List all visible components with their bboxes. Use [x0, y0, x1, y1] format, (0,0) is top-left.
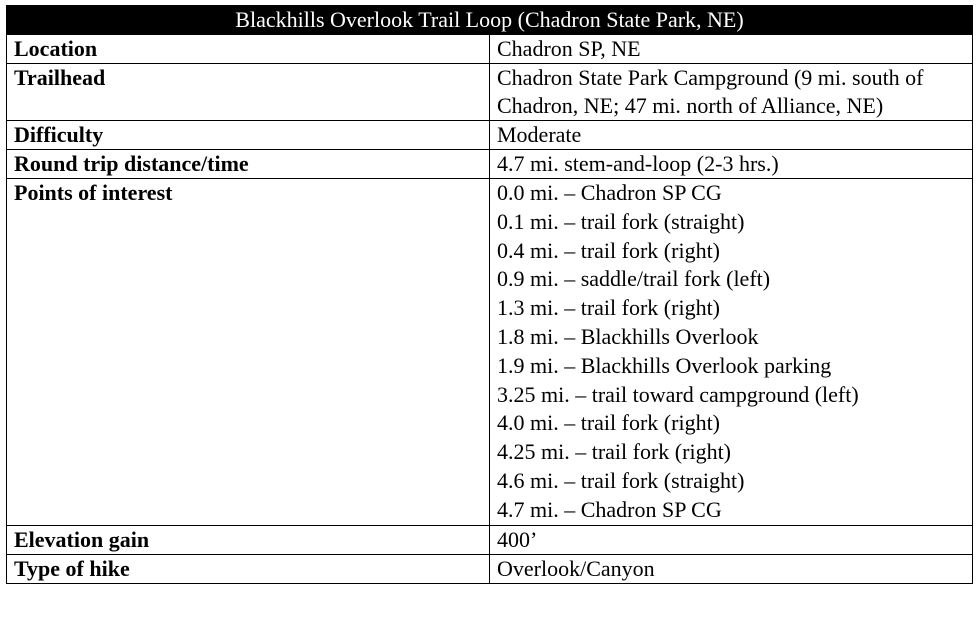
- location-value: Chadron SP, NE: [490, 35, 973, 64]
- list-item: 3.25 mi. – trail toward campground (left): [497, 381, 859, 407]
- table-row-type: [7, 554, 973, 583]
- trail-info-table: [6, 5, 973, 584]
- difficulty-label: Difficulty: [7, 121, 490, 150]
- table-title: Blackhills Overlook Trail Loop (Chadron State Park, NE): [7, 6, 973, 35]
- table-title-row: [7, 6, 973, 35]
- difficulty-value: Moderate: [490, 121, 973, 150]
- type-label: Type of hike: [7, 554, 490, 583]
- list-item: 0.4 mi. – trail fork (right): [497, 237, 721, 263]
- list-item: 4.7 mi. – Chadron SP CG: [497, 496, 722, 522]
- trailhead-label: Trailhead: [7, 64, 490, 121]
- distance-value: 4.7 mi. stem-and-loop (2-3 hrs.): [490, 150, 973, 179]
- table-row-elevation: [7, 525, 973, 554]
- list-item: 0.1 mi. – trail fork (straight): [497, 208, 745, 234]
- table-row-points: [7, 179, 973, 526]
- list-item: 4.6 mi. – trail fork (straight): [497, 467, 745, 493]
- table-row-distance: [7, 150, 973, 179]
- points-list: [490, 179, 973, 526]
- table-row-trailhead: [7, 64, 973, 121]
- list-item: 1.3 mi. – trail fork (right): [497, 295, 721, 321]
- list-item: 4.25 mi. – trail fork (right): [497, 439, 732, 465]
- list-item: 1.8 mi. – Blackhills Overlook: [497, 323, 759, 349]
- distance-label: Round trip distance/time: [7, 150, 490, 179]
- list-item: 1.9 mi. – Blackhills Overlook parking: [497, 352, 832, 378]
- elevation-label: Elevation gain: [7, 525, 490, 554]
- trailhead-value: Chadron State Park Campground (9 mi. south of Chadron, NE; 47 mi. north of Alliance, NE): [490, 64, 973, 121]
- list-item: 0.0 mi. – Chadron SP CG: [497, 180, 722, 205]
- points-label: Points of interest: [7, 179, 490, 526]
- table-row-difficulty: [7, 121, 973, 150]
- type-value: Overlook/Canyon: [490, 554, 973, 583]
- list-item: 0.9 mi. – saddle/trail fork (left): [497, 266, 771, 292]
- location-label: Location: [7, 35, 490, 64]
- elevation-value: 400’: [490, 525, 973, 554]
- list-item: 4.0 mi. – trail fork (right): [497, 410, 721, 436]
- table-row-location: [7, 35, 973, 64]
